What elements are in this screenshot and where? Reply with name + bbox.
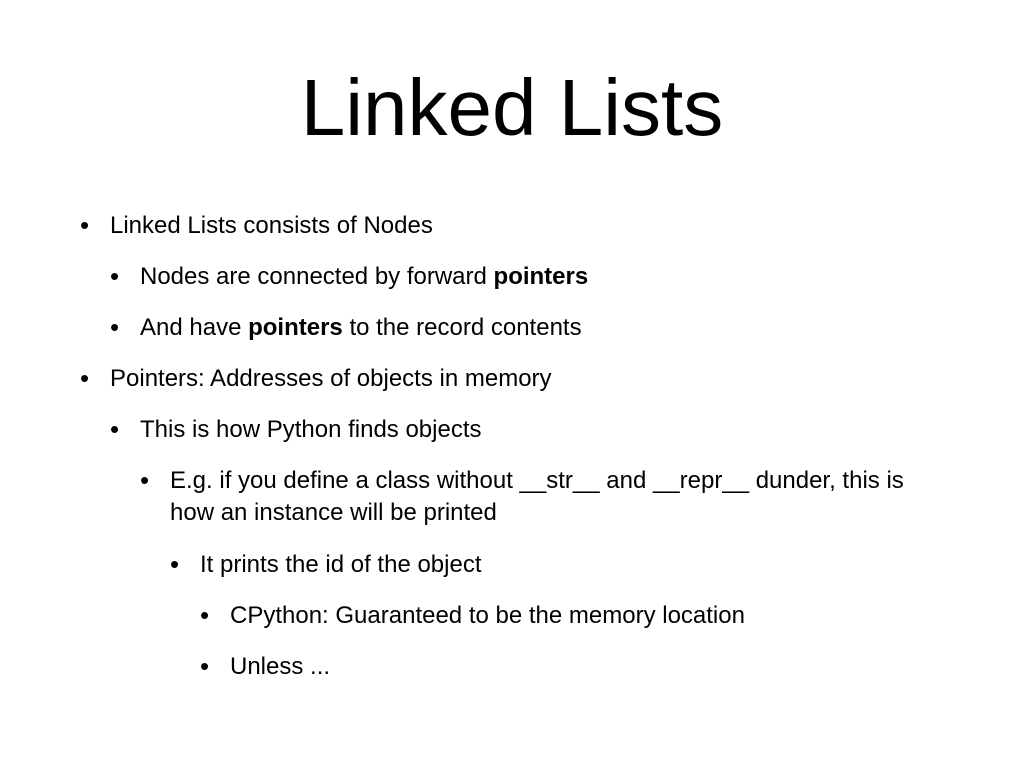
bold-term: pointers [493,263,589,290]
bullet-icon: • [80,210,90,240]
bullet-icon: • [110,261,120,291]
bullet-icon: • [200,600,210,630]
bullet-text: This is how Python finds objects [140,416,482,443]
bullet-text: Linked Lists consists of Nodes [110,212,433,239]
bullet-icon: • [140,465,150,495]
bullet-text: E.g. if you define a class without __str__ and __repr__ dunder, this is how an instance will be printed [170,467,904,526]
bullet-icon: • [170,549,180,579]
bullet-text: And have pointers to the record contents [140,314,582,341]
bullet-text: Nodes are connected by forward pointers [140,263,589,290]
bold-term: pointers [248,314,343,341]
bullet-text: It prints the id of the object [200,551,482,578]
bullet-icon: • [200,651,210,681]
bullet-text: CPython: Guaranteed to be the memory location [230,602,745,629]
bullet-text: Unless ... [230,653,331,680]
bullet-icon: • [110,414,120,444]
bullet-icon: • [110,312,120,342]
bullet-text: Pointers: Addresses of objects in memory [110,365,552,392]
slide-title: Linked Lists [300,63,724,152]
bullet-icon: • [80,363,90,393]
